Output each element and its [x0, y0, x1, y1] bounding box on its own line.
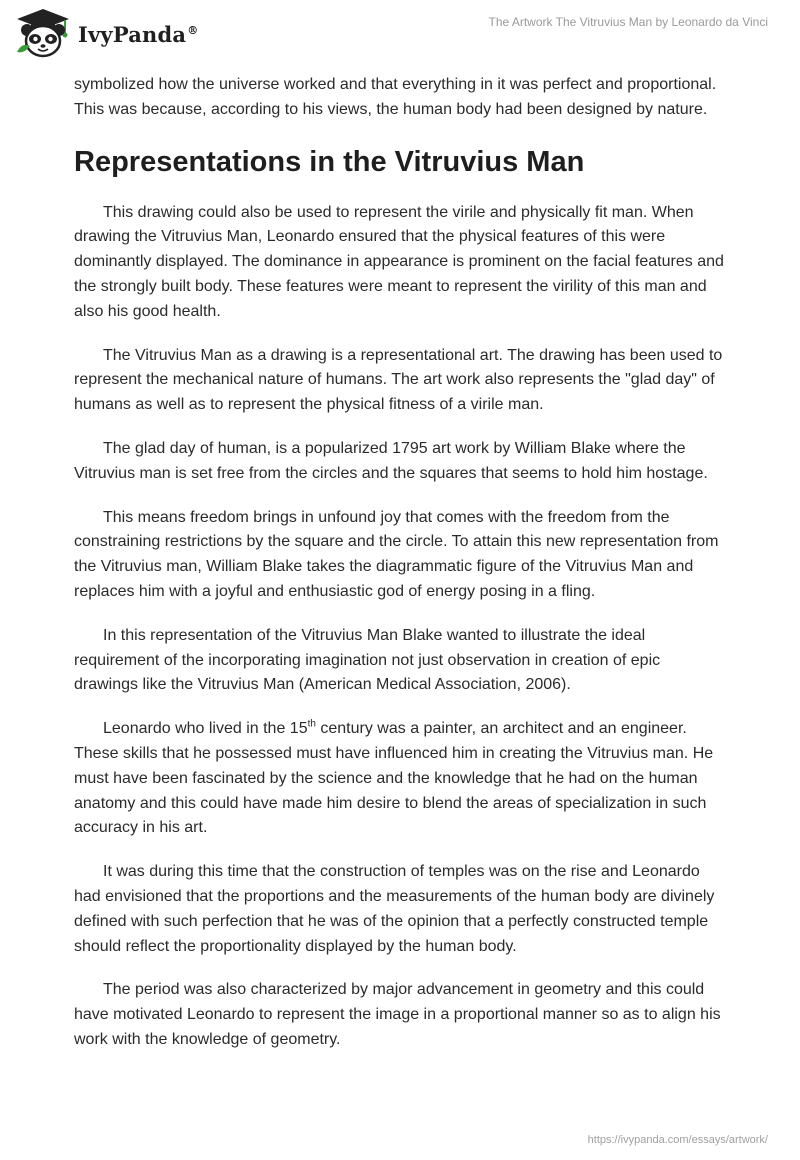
essay-content [74, 73, 726, 1072]
document-title: The Artwork The Vitruvius Man by Leonardo da Vinci [488, 15, 768, 29]
paragraph-3: The glad day of human, is a popularized 1795 art work by William Blake where the Vitruvius man is set free from the circles and the squares that seems to hold him hostage. [74, 439, 708, 482]
paragraph-6-start: Leonardo who lived in the 15 [103, 720, 308, 738]
paragraph-7: It was during this time that the construction of temples was on the rise and Leonardo had envisioned that the proportions and the measurements of the human body are divinely defined with such perfection that he was of the opinion that a perfectly constructed temple should reflect the proportionality displayed by the human body. [74, 863, 715, 955]
paragraph-4: This means freedom brings in unfound joy that comes with the freedom from the constraining restrictions by the square and the circle. To attain this new representation from the Vitruvius man, William Blake takes the diagrammatic figure of the Vitruvius Man and replaces him with a joyful and enthusiastic god of energy posing in a fling. [74, 508, 719, 600]
footer-url-link[interactable]: https://ivypanda.com/essays/artwork/ [587, 1134, 768, 1146]
paragraph-0: symbolized how the universe worked and that everything in it was perfect and proportional. This was because, according to his views, the human body had been designed by nature. [74, 76, 717, 118]
paragraph-6-end: century was a painter, an architect and an engineer. These skills that he possessed must have influenced him in creating the Vitruvius man. He must have been fascinated by the science and the knowledge that he had on the human anatomy and this could have made him desire to blend the areas of specialization in such accuracy in his art. [74, 720, 714, 837]
paragraph-1: This drawing could also be used to represent the virile and physically fit man. When drawing the Vitruvius Man, Leonardo ensured that the physical features of this were dominantly displayed. The dominance in appearance is prominent on the facial features and the strongly built body. These features were meant to represent the virility of this man and also his good health. [74, 203, 724, 320]
paragraph-8: The period was also characterized by major advancement in geometry and this could have motivated Leonardo to represent the image in a proportional manner so as to align his work with the knowledge of geometry. [74, 981, 721, 1048]
paragraph-2: The Vitruvius Man as a drawing is a representational art. The drawing has been used to represent the mechanical nature of humans. The art work also represents the "glad day" of humans as well as to represent the physical fitness of a virile man. [74, 346, 723, 414]
page-header [0, 0, 800, 70]
registered-mark: ® [187, 23, 199, 37]
paragraph-5: In this representation of the Vitruvius Man Blake wanted to illustrate the ideal requirement of the incorporating imagination not just observation in creation of epic drawings like the Vitruvius Man (American Medical Association, 2006). [74, 626, 661, 694]
ivypanda-logo[interactable] [14, 8, 198, 58]
section-heading: Representations in the Vitruvius Man [74, 145, 585, 178]
logo-text: IvyPanda® [78, 21, 199, 47]
paragraph-6 [74, 717, 726, 841]
panda-graduate-icon [14, 8, 72, 58]
superscript-th: th [307, 718, 316, 730]
